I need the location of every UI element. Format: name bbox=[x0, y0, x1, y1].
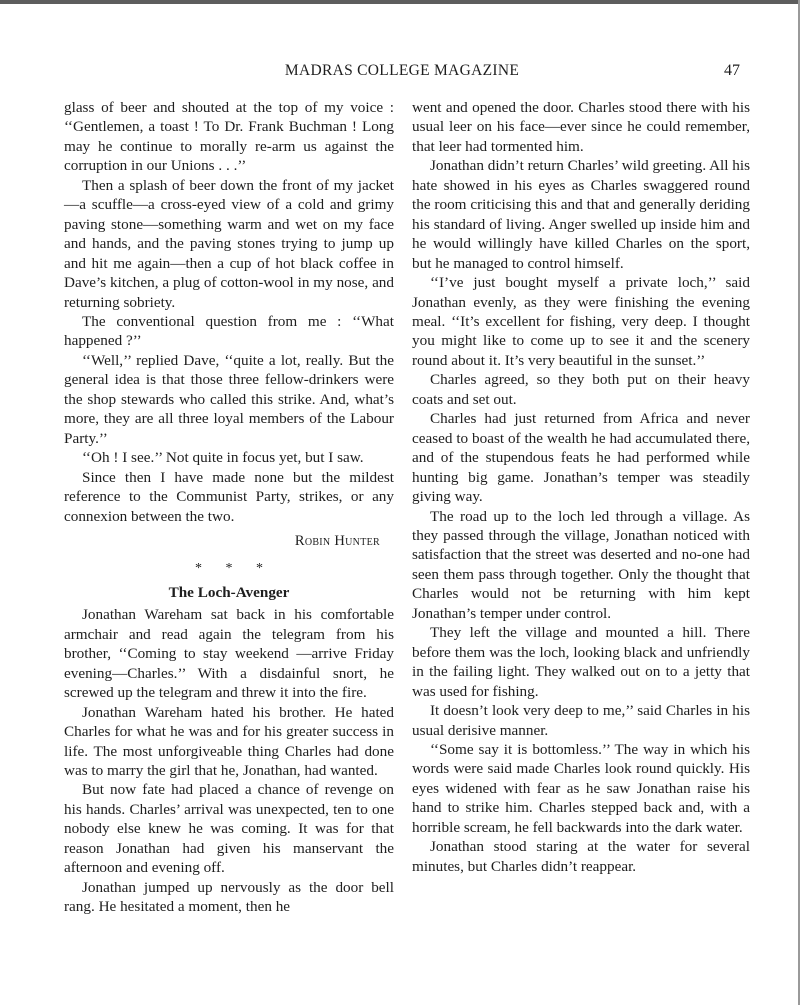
left-column bbox=[64, 98, 394, 917]
paragraph: Jonathan Wareham sat back in his comfortable armchair and read again the telegram from his brother, ‘‘Coming to stay weekend —arrive Friday evening—Charles.’’ With a disdainful snort, he screwed up the telegram and threw it into the fire. bbox=[64, 606, 394, 702]
paragraph: It doesn’t look very deep to me,’’ said Charles in his usual derisive manner. bbox=[412, 702, 750, 739]
paragraph: Jonathan jumped up nervously as the door bell rang. He hesitated a moment, then he bbox=[64, 878, 394, 916]
paragraph: Since then I have made none but the mildest reference to the Communist Party, strikes, or any connexion between the two. bbox=[64, 468, 394, 525]
paragraph: Jonathan stood staring at the water for several minutes, but Charles didn’t reappear. bbox=[412, 838, 750, 875]
paragraph: But now fate had placed a chance of revenge on his hands. Charles’ arrival was unexpected, ten to one nobody else knew he was coming. It was for that reason Jonathan had given his manservant the afternoon and evening off. bbox=[64, 781, 394, 877]
paragraph: ‘‘Some say it is bottomless.’’ The way in which his words were said made Charles look round quickly. His eyes widened with fear as he saw Jonathan raise his hand to strike him. Charles stepped back and, with a horrible scream, he fell backwards into the dark water. bbox=[412, 740, 750, 836]
paragraph: ‘‘Well,’’ replied Dave, ‘‘quite a lot, really. But the general idea is that those three fellow-drinkers were the shop stewards who called this strike. And, what’s more, they are all three loyal members of the Labour Party.’’ bbox=[64, 351, 394, 447]
paragraph: went and opened the door. Charles stood there with his usual leer on his face—ever since he could remember, that leer had tormented him. bbox=[412, 99, 750, 155]
paragraph: Jonathan didn’t return Charles’ wild greeting. All his hate showed in his eyes as Charles swaggered round the room criticising this and that and generally deriding his standard of living. Anger swelled up inside him and he would willingly have killed Charles on the sport, but he managed to control himself. bbox=[412, 157, 751, 272]
paragraph: Charles had just returned from Africa and never ceased to boast of the wealth he had accumulated there, and of the stupendous feats he had performed while hunting big game. Jonathan’s temper was steadily giving way. bbox=[412, 410, 750, 506]
paragraph: Jonathan Wareham hated his brother. He hated Charles for what he was and for his greater success in life. The most unforgiveable thing Charles had done was to marry the girl that he, Jonathan, had wanted. bbox=[64, 703, 394, 779]
paragraph: ‘‘Oh ! I see.’’ Not quite in focus yet, but I saw. bbox=[82, 449, 364, 467]
right-column bbox=[412, 98, 750, 876]
story-title: The Loch-Avenger bbox=[168, 583, 290, 601]
paragraph: glass of beer and shouted at the top of my voice : ‘‘Gentlemen, a toast ! To Dr. Frank Buchman ! Long may he continue to morally re-arm us against the corruption in our Unions . . .’’ bbox=[64, 99, 394, 175]
scan-edge-top bbox=[0, 0, 800, 4]
running-header bbox=[64, 62, 740, 86]
author-byline: Robin Hunter bbox=[294, 532, 380, 549]
magazine-title: MADRAS COLLEGE MAGAZINE bbox=[284, 62, 520, 79]
paragraph: Charles agreed, so they both put on their heavy coats and set out. bbox=[412, 371, 750, 408]
paragraph: The conventional question from me : ‘‘What happened ?’’ bbox=[64, 312, 394, 350]
paragraph: They left the village and mounted a hill. There before them was the loch, looking black and unfriendly in the failing light. They walked out on to a jetty that was used for fishing. bbox=[412, 624, 750, 700]
paragraph: The road up to the loch led through a village. As they passed through the village, Jonathan noticed with satisfaction that the street was deserted and no-one had seen them pass through together. Only the thought that Charles would not be returning with him kept Jonathan’s temper under control. bbox=[412, 507, 750, 622]
section-separator: * * * bbox=[195, 561, 263, 577]
page-number: 47 bbox=[724, 62, 740, 79]
paragraph: ‘‘I’ve just bought myself a private loch,’’ said Jonathan evenly, as they were finishing the evening meal. ‘‘It’s excellent for fishing, very deep. I thought you might like to come up to see it and the scenery round about it. It’s very beautiful in the sunset.’’ bbox=[412, 274, 750, 369]
paragraph: Then a splash of beer down the front of my jacket—a scuffle—a cross-eyed view of a cold and grimy paving stone—something warm and wet on my face and hands, and the paving stones trying to jump up and hit me again—then a cup of hot black coffee in Dave’s kitchen, a plug of cotton-wool in my nose, and returning sobriety. bbox=[64, 176, 394, 311]
